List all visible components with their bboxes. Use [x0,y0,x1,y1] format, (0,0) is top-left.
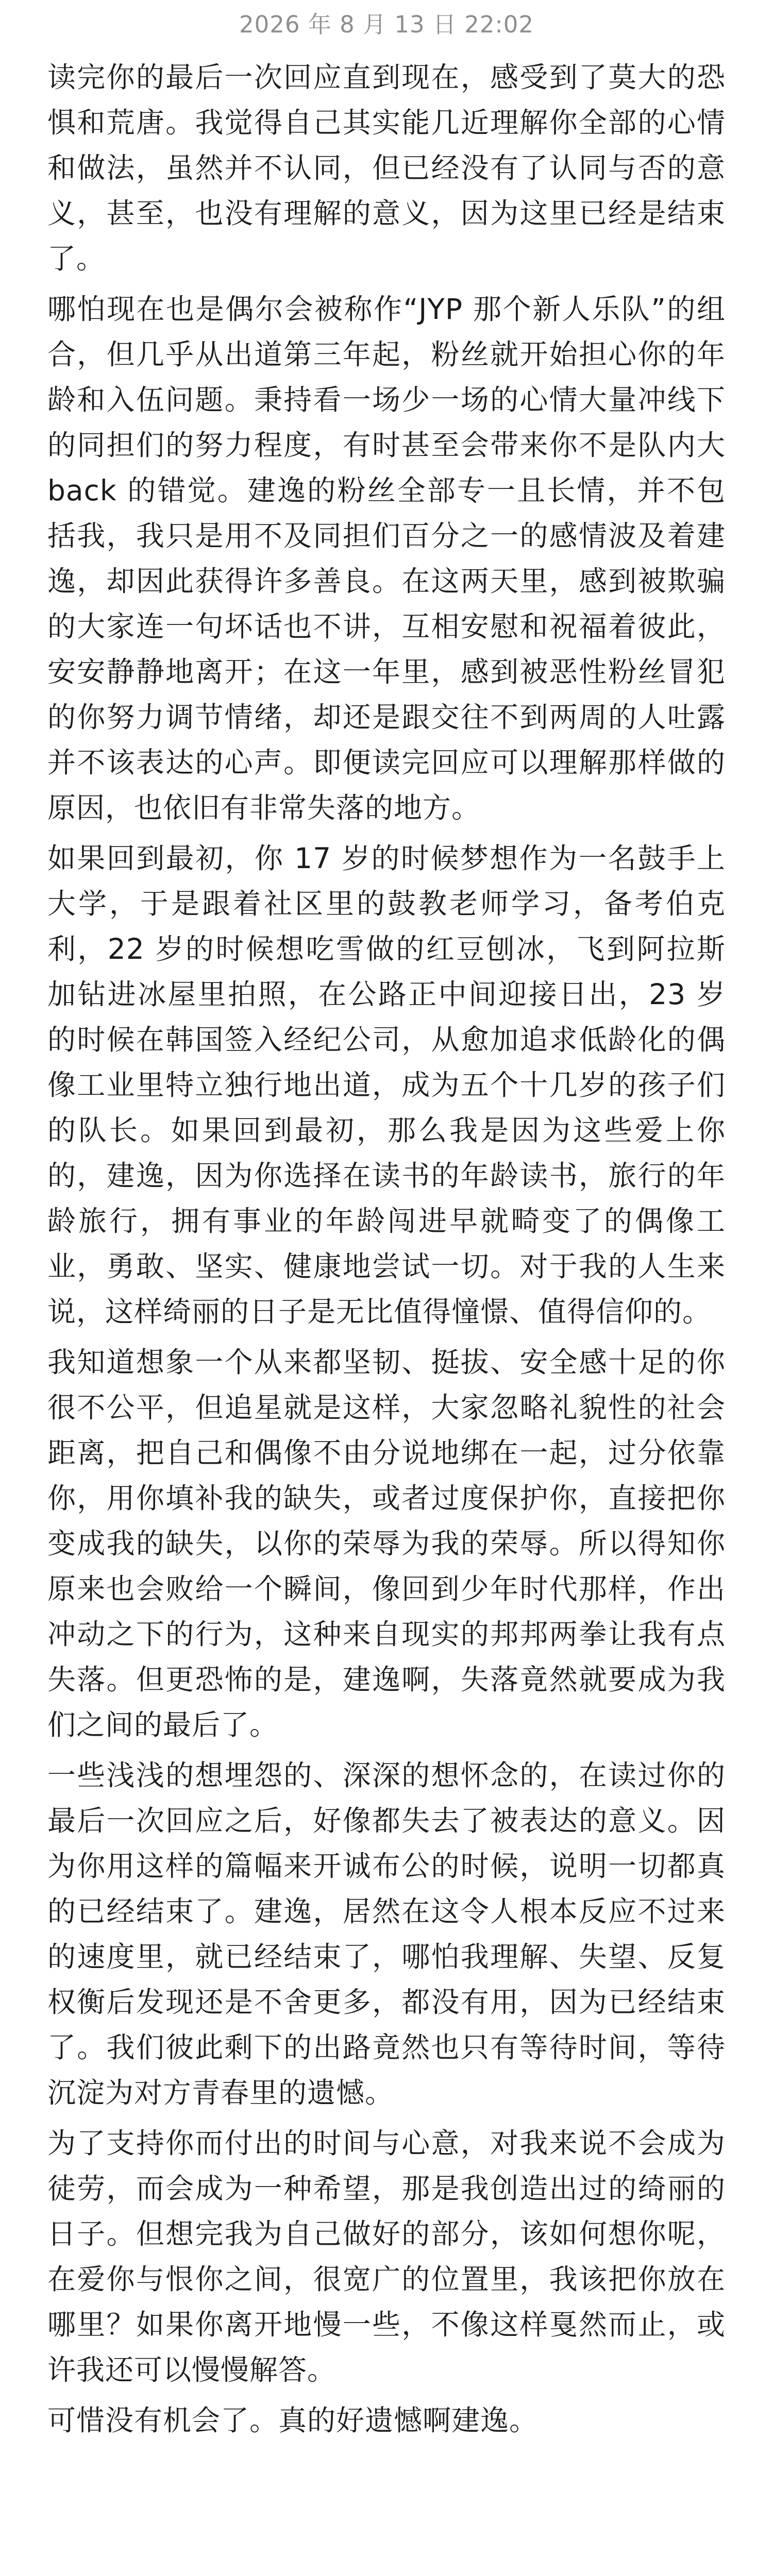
note-paragraph-5: 一些浅浅的想埋怨的、深深的想怀念的，在读过你的最后一次回应之后，好像都失去了被表达的意义。因为你用这样的篇幅来开诚布公的时候，说明一切都真的已经结束了。建逸，居然在这令人根本反应不过来的速度里，就已经结束了，哪怕我理解、失望、反复权衡后发现还是不舍更多，都没有用，因为已经结束了。我们彼此剩下的出路竟然也只有等待时间，等待沉淀为对方青春里的遗憾。 [47,1759,726,2109]
note-paragraph-1: 读完你的最后一次回应直到现在，感受到了莫大的恐惧和荒唐。我觉得自己其实能几近理解你全部的心情和做法，虽然并不认同，但已经没有了认同与否的意义，甚至，也没有理解的意义，因为这里已经是结束了。 [47,61,726,275]
note-paragraph-6: 为了支持你而付出的时间与心意，对我来说不会成为徒劳，而会成为一种希望，那是我创造出过的绮丽的日子。但想完我为自己做好的部分，该如何想你呢，在爱你与恨你之间，很宽广的位置里，我该把你放在哪里？如果你离开地慢一些，不像这样戛然而止，或许我还可以慢慢解答。 [47,2127,726,2386]
note-paragraph-3: 如果回到最初，你 17 岁的时候梦想作为一名鼓手上大学，于是跟着社区里的鼓教老师学习，备考伯克利，22 岁的时候想吃雪做的红豆刨冰，飞到阿拉斯加钻进冰屋里拍照，在公路正中间迎接日出，23 岁的时候在韩国签入经纪公司，从愈加追求低龄化的偶像工业里特立独行地出道，成为五个十几岁的孩子们的队长。如果回到最初，那么我是因为这些爱上你的，建逸，因为你选择在读书的年龄读书，旅行的年龄旅行，拥有事业的年龄闯进早就畸变了的偶像工业，勇敢、坚实、健康地尝试一切。对于我的人生来说，这样绮丽的日子是无比值得憧憬、值得信仰的。 [47,842,726,1328]
note-paragraph-2: 哪怕现在也是偶尔会被称作“JYP 那个新人乐队”的组合，但几乎从出道第三年起，粉丝就开始担心你的年龄和入伍问题。秉持看一场少一场的心情大量冲线下的同担们的努力程度，有时甚至会带来你不是队内大 back 的错觉。建逸的粉丝全部专一且长情，并不包括我，我只是用不及同担们百分之一的感情波及着建逸，却因此获得许多善良。在这两天里，感到被欺骗的大家连一句坏话也不讲，互相安慰和祝福着彼此，安安静静地离开；在这一年里，感到被恶性粉丝冒犯的你努力调节情绪，却还是跟交往不到两周的人吐露并不该表达的心声。即便读完回应可以理解那样做的原因，也依旧有非常失落的地方。 [47,293,726,824]
note-timestamp: 2026 年 8 月 13 日 22:02 [239,11,534,38]
note-paragraph-7: 可惜没有机会了。真的好遗憾啊建逸。 [47,2404,539,2437]
note-paragraph-4: 我知道想象一个从来都坚韧、挺拔、安全感十足的你很不公平，但追星就是这样，大家忽略礼貌性的社会距离，把自己和偶像不由分说地绑在一起，过分依靠你，用你填补我的缺失，或者过度保护你，直接把你变成我的缺失，以你的荣辱为我的荣辱。所以得知你原来也会败给一个瞬间，像回到少年时代那样，作出冲动之下的行为，这种来自现实的邦邦两拳让我有点失落。但更恐怖的是，建逸啊，失落竟然就要成为我们之间的最后了。 [47,1346,726,1741]
watermark-handle [609,2571,758,2576]
weibo-watermark [587,2571,758,2576]
